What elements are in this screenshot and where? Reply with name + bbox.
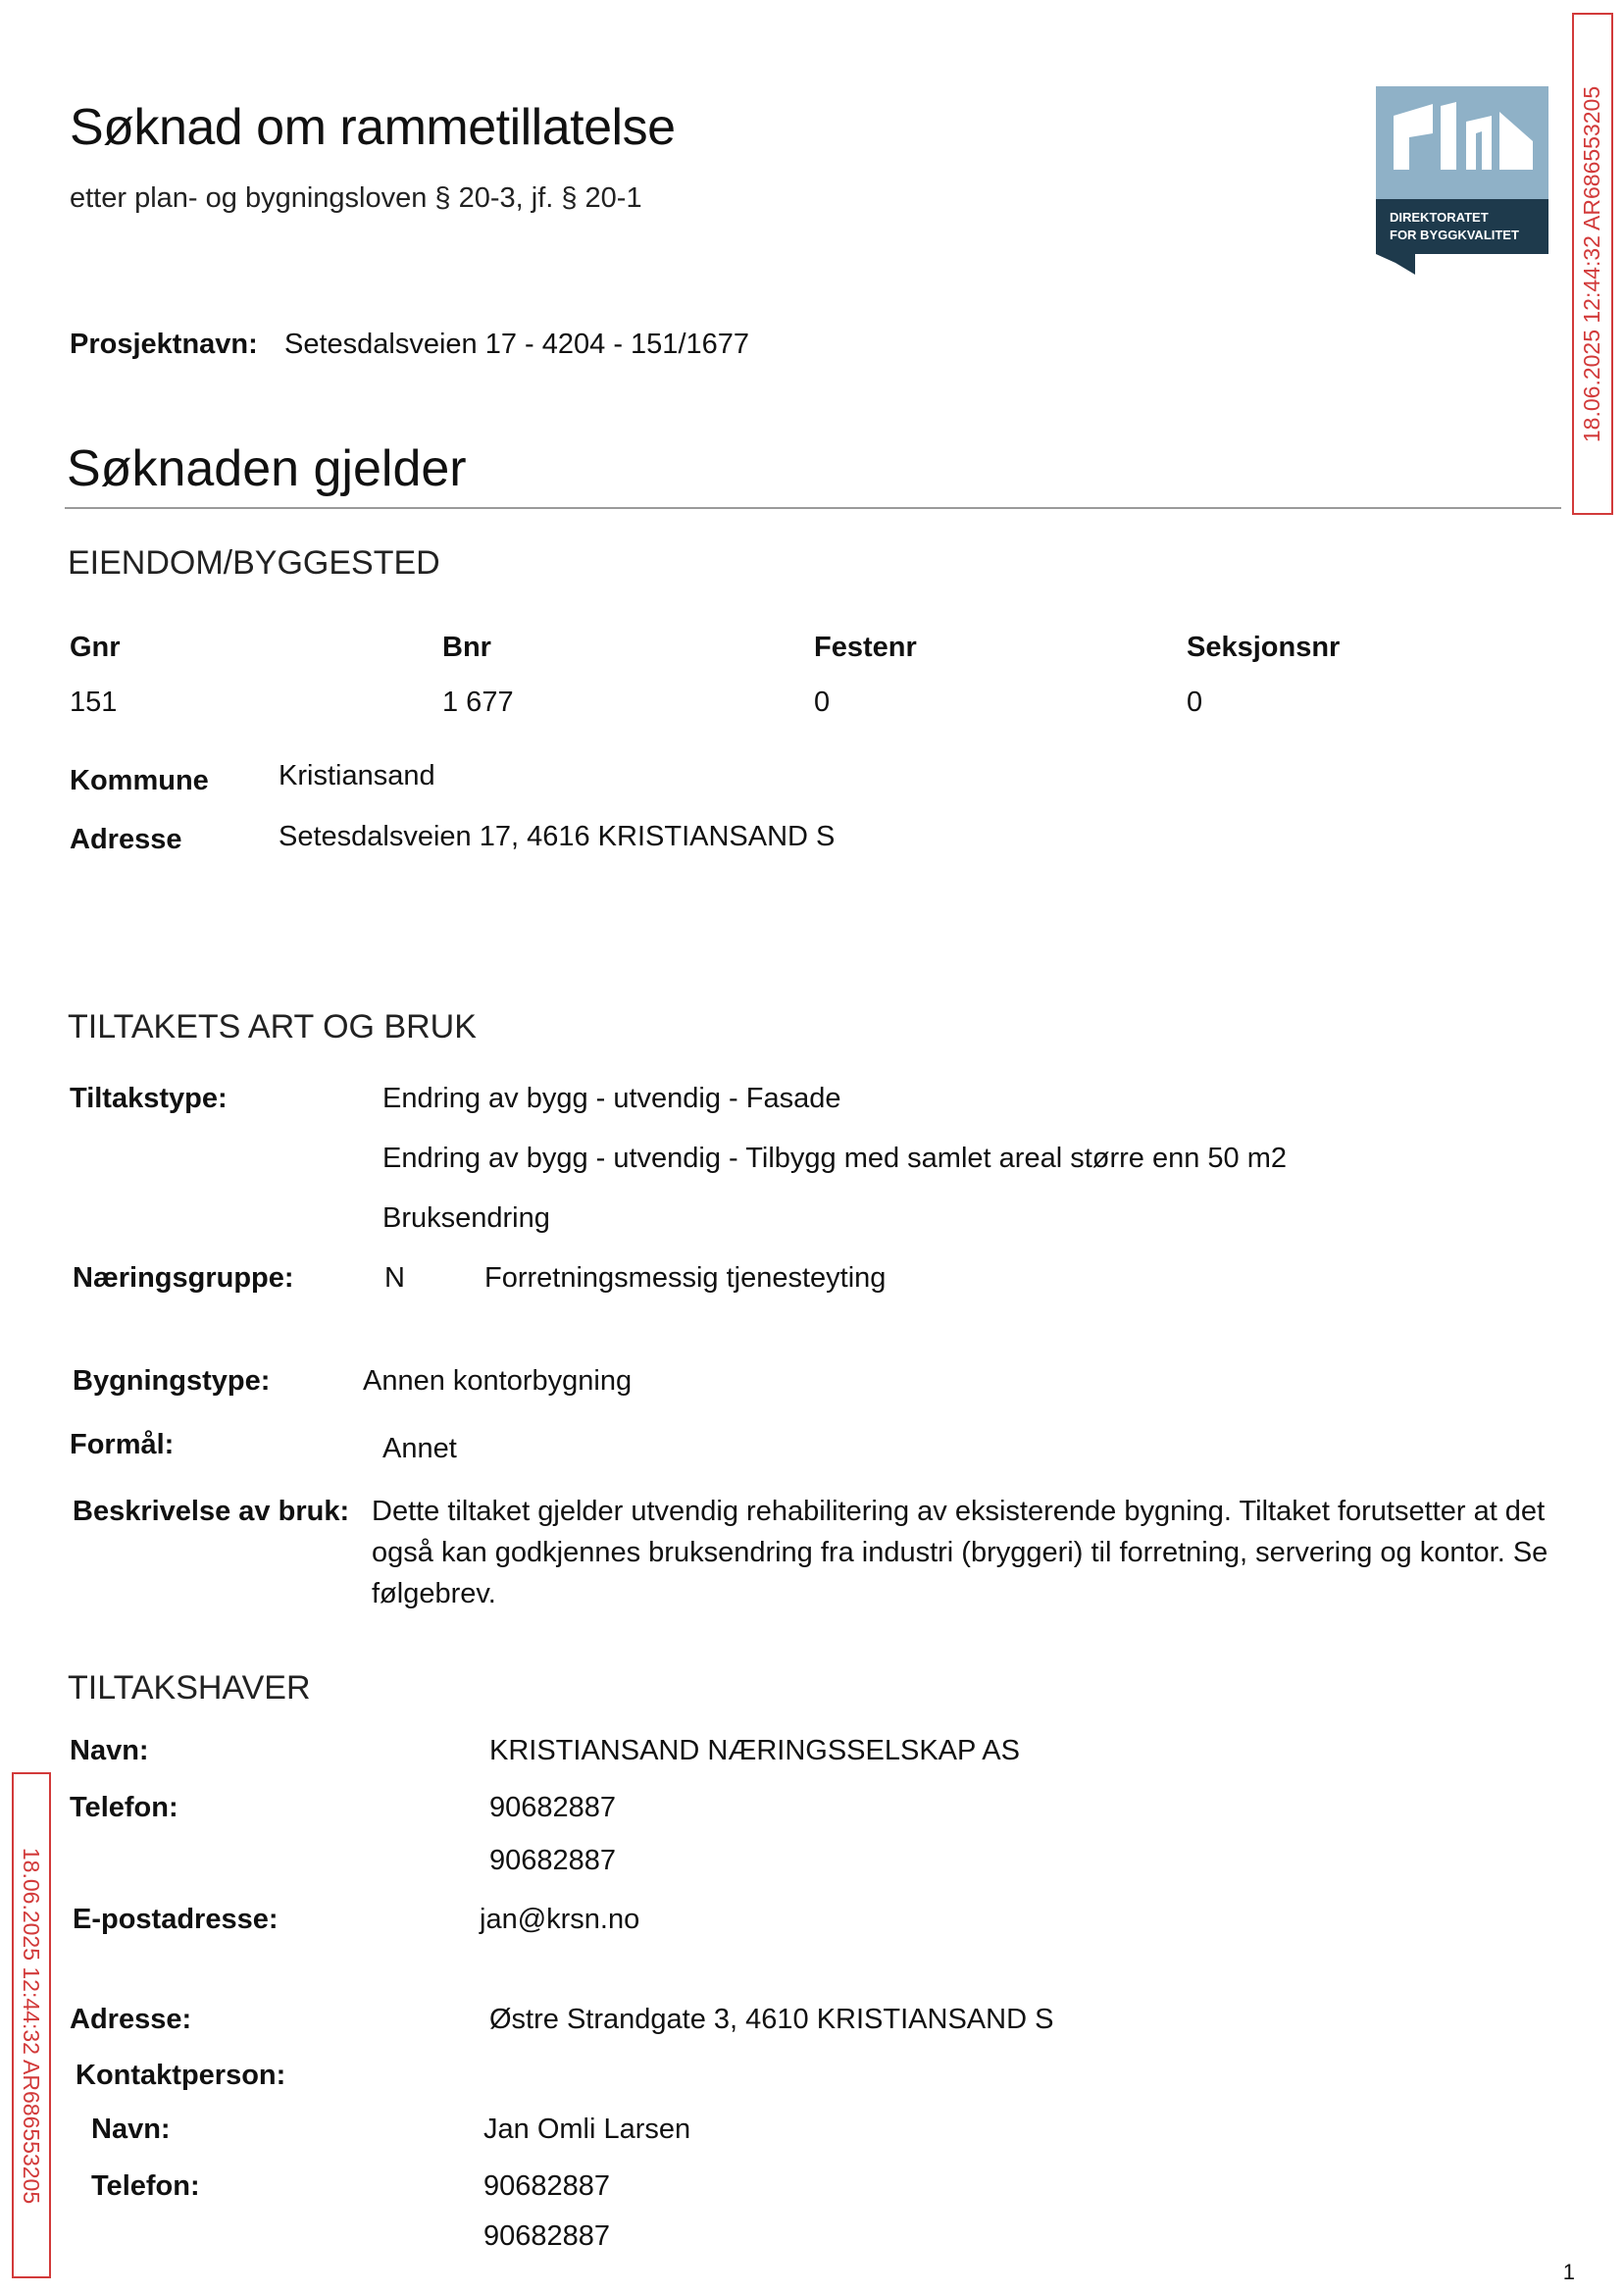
dibk-logo-icon — [1376, 86, 1548, 275]
logo-text-1: DIREKTORATET — [1390, 210, 1489, 225]
beskrivelse-value: Dette tiltaket gjelder utvendig rehabilitering av eksisterende bygning. Tiltaket forutsetter at det også kan godkjennes bruksendring fra industri (bryggeri) til forretning, servering og kontor. Se følgebrev. — [372, 1496, 1548, 1609]
seksjonsnr-value: 0 — [1187, 687, 1203, 718]
formaal-value: Annet — [382, 1433, 457, 1464]
naeringsgruppe-code: N — [384, 1262, 405, 1294]
formaal-label: Formål: — [70, 1429, 175, 1460]
bygningstype-value: Annen kontorbygning — [363, 1365, 633, 1397]
seksjonsnr-label: Seksjonsnr — [1187, 632, 1341, 663]
navn-label: Navn: — [70, 1735, 149, 1766]
gnr-value: 151 — [70, 687, 118, 718]
stamp-text: 18.06.2025 12:44:32 AR686553205 — [1579, 85, 1605, 442]
kontakt-telefon-value-2: 90682887 — [483, 2220, 611, 2252]
gnr-label: Gnr — [70, 632, 121, 663]
document-subtitle: etter plan- og bygningsloven § 20-3, jf. § 20-1 — [70, 182, 642, 214]
telefon-value-2: 90682887 — [489, 1845, 617, 1876]
kontakt-telefon-label: Telefon: — [91, 2170, 200, 2202]
tiltakstype-value-1: Endring av bygg - utvendig - Fasade — [382, 1083, 841, 1114]
adresse-label: Adresse — [70, 824, 182, 855]
document-title: Søknad om rammetillatelse — [70, 99, 676, 156]
dibk-logo — [1376, 86, 1548, 275]
navn-value: KRISTIANSAND NÆRINGSSELSKAP AS — [489, 1735, 1020, 1766]
stamp-text: 18.06.2025 12:44:32 AR686553205 — [19, 1847, 45, 2204]
tiltak-heading: TILTAKETS ART OG BRUK — [68, 1008, 477, 1045]
kontaktperson-label: Kontaktperson: — [76, 2060, 286, 2091]
th-adresse-value: Østre Strandgate 3, 4610 KRISTIANSAND S — [489, 2004, 1054, 2035]
th-adresse-label: Adresse: — [70, 2004, 192, 2035]
tiltakshaver-heading: TILTAKSHAVER — [68, 1669, 311, 1707]
kommune-label: Kommune — [70, 765, 209, 796]
beskrivelse-label: Beskrivelse av bruk: — [73, 1496, 350, 1527]
festenr-value: 0 — [814, 687, 831, 718]
project-value: Setesdalsveien 17 - 4204 - 151/1677 — [284, 329, 750, 360]
kontakt-navn-label: Navn: — [91, 2114, 171, 2145]
telefon-label: Telefon: — [70, 1792, 178, 1823]
festenr-label: Festenr — [814, 632, 917, 663]
property-heading: EIENDOM/BYGGESTED — [68, 544, 440, 582]
bygningstype-label: Bygningstype: — [73, 1365, 271, 1397]
page-number: 1 — [1562, 2260, 1575, 2284]
telefon-value-1: 90682887 — [489, 1792, 617, 1823]
bnr-value: 1 677 — [442, 687, 514, 718]
epost-value: jan@krsn.no — [480, 1904, 640, 1935]
tiltakstype-label: Tiltakstype: — [70, 1083, 228, 1114]
kontakt-navn-value: Jan Omli Larsen — [483, 2114, 691, 2145]
section-title: Søknaden gjelder — [67, 440, 467, 497]
tiltakstype-value-2: Endring av bygg - utvendig - Tilbygg med samlet areal større enn 50 m2 — [382, 1143, 1288, 1174]
naeringsgruppe-label: Næringsgruppe: — [73, 1262, 294, 1294]
adresse-value: Setesdalsveien 17, 4616 KRISTIANSAND S — [279, 821, 836, 852]
epost-label: E-postadresse: — [73, 1904, 279, 1935]
naeringsgruppe-value: Forretningsmessig tjenesteyting — [484, 1262, 887, 1294]
tiltakstype-value-3: Bruksendring — [382, 1202, 550, 1234]
timestamp-stamp-left — [12, 1772, 51, 2278]
logo-text-2: FOR BYGGKVALITET — [1390, 228, 1519, 242]
project-label: Prosjektnavn: — [70, 329, 258, 360]
kontakt-telefon-value-1: 90682887 — [483, 2170, 611, 2202]
bnr-label: Bnr — [442, 632, 491, 663]
section-divider — [65, 507, 1561, 509]
timestamp-stamp-right — [1572, 13, 1613, 515]
kommune-value: Kristiansand — [279, 760, 435, 791]
